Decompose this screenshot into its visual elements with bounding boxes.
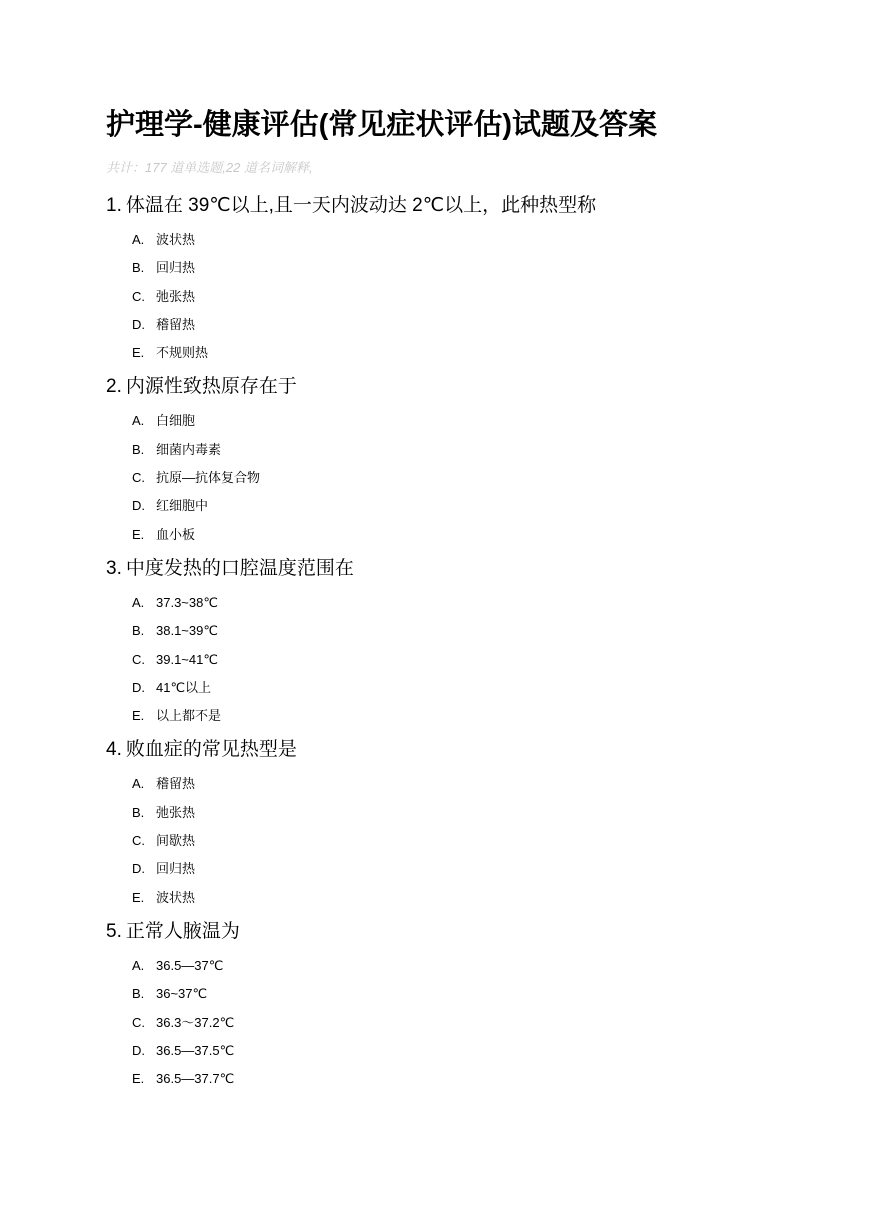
question-number: 5. — [106, 920, 122, 942]
option-c — [132, 283, 806, 311]
question-2 — [106, 373, 806, 548]
question-list — [106, 192, 806, 1093]
question-1 — [106, 192, 806, 367]
option-a — [132, 589, 806, 617]
option-text: 血小板 — [156, 526, 196, 542]
question-text: 内源性致热原存在于 — [125, 376, 297, 398]
question-4 — [106, 736, 806, 911]
option-letter: D. — [132, 861, 145, 877]
document-subtitle: 共计：177 道单选题,22 道名词解释, — [106, 160, 313, 175]
option-b — [132, 799, 806, 827]
option-letter: E. — [132, 1071, 145, 1087]
option-a — [132, 952, 806, 980]
option-text: 回归热 — [156, 861, 196, 877]
option-letter: A. — [132, 413, 145, 429]
question-5 — [106, 918, 806, 1093]
option-b — [132, 436, 806, 464]
option-letter: E. — [132, 889, 145, 905]
option-list — [106, 226, 806, 367]
option-a — [132, 226, 806, 254]
option-text: 抗原—抗体复合物 — [156, 470, 261, 486]
option-a — [132, 407, 806, 435]
option-letter: C. — [132, 833, 145, 849]
option-d — [132, 311, 806, 339]
option-a — [132, 770, 806, 798]
question-number: 2. — [106, 376, 122, 398]
option-text: 以上都不是 — [156, 708, 222, 724]
option-letter: B. — [132, 441, 145, 457]
question-stem — [106, 918, 806, 946]
option-letter: B. — [132, 804, 145, 820]
option-text: 36.5—37.5℃ — [156, 1042, 235, 1058]
option-list — [106, 407, 806, 548]
option-letter: C. — [132, 651, 145, 667]
option-b — [132, 254, 806, 282]
option-text: 回归热 — [156, 260, 196, 276]
option-c — [132, 1009, 806, 1037]
option-list — [106, 770, 806, 911]
option-text: 白细胞 — [156, 413, 196, 429]
question-number: 1. — [106, 195, 122, 216]
option-c — [132, 827, 806, 855]
option-text: 41℃以上 — [156, 679, 212, 695]
question-text: 体温在 39℃以上,且一天内波动达 2℃以上，此种热型称 — [125, 195, 597, 216]
option-letter: D. — [132, 316, 145, 332]
option-letter: B. — [132, 986, 145, 1002]
option-text: 稽留热 — [156, 776, 196, 792]
question-stem — [106, 555, 806, 583]
option-d — [132, 1037, 806, 1065]
option-d — [132, 855, 806, 883]
option-e — [132, 339, 806, 367]
question-stem — [106, 373, 806, 401]
option-e — [132, 521, 806, 549]
option-e — [132, 702, 806, 730]
option-letter: D. — [132, 1042, 145, 1058]
option-letter: C. — [132, 1014, 145, 1030]
question-text: 正常人腋温为 — [125, 920, 240, 942]
option-letter: B. — [132, 623, 145, 639]
option-d — [132, 492, 806, 520]
option-text: 不规则热 — [156, 345, 209, 361]
document-title: 护理学-健康评估(常见症状评估)试题及答案 — [106, 109, 657, 141]
question-text: 中度发热的口腔温度范围在 — [125, 557, 354, 579]
option-text: 36.5—37℃ — [156, 957, 224, 973]
option-text: 间歇热 — [156, 833, 196, 849]
option-e — [132, 1065, 806, 1093]
option-letter: C. — [132, 288, 145, 304]
option-text: 红细胞中 — [156, 498, 209, 514]
option-text: 36.3～37.2℃ — [156, 1014, 235, 1030]
option-letter: A. — [132, 776, 145, 792]
option-text: 波状热 — [156, 232, 196, 247]
option-text: 36.5—37.7℃ — [156, 1071, 235, 1087]
option-c — [132, 646, 806, 674]
option-text: 39.1~41℃ — [156, 651, 218, 667]
question-number: 3. — [106, 557, 122, 579]
option-d — [132, 674, 806, 702]
option-text: 稽留热 — [156, 316, 196, 332]
document-page — [106, 104, 806, 1099]
option-text: 38.1~39℃ — [156, 623, 218, 639]
option-text: 弛张热 — [156, 804, 196, 820]
option-b — [132, 980, 806, 1008]
option-letter: C. — [132, 470, 145, 486]
option-text: 37.3~38℃ — [156, 594, 218, 610]
option-letter: A. — [132, 594, 145, 610]
option-list — [106, 952, 806, 1093]
option-list — [106, 589, 806, 730]
question-stem — [106, 736, 806, 764]
option-text: 36~37℃ — [156, 986, 208, 1002]
option-letter: A. — [132, 957, 145, 973]
option-text: 弛张热 — [156, 288, 196, 304]
option-text: 细菌内毒素 — [156, 441, 222, 457]
option-letter: E. — [132, 345, 145, 361]
option-letter: E. — [132, 526, 145, 542]
question-3 — [106, 555, 806, 730]
option-letter: D. — [132, 679, 145, 695]
option-letter: A. — [132, 232, 145, 247]
option-e — [132, 884, 806, 912]
option-letter: D. — [132, 498, 145, 514]
question-text: 败血症的常见热型是 — [125, 739, 297, 761]
option-c — [132, 464, 806, 492]
question-stem — [106, 192, 806, 220]
option-letter: E. — [132, 708, 145, 724]
question-number: 4. — [106, 739, 122, 761]
option-b — [132, 617, 806, 645]
option-text: 波状热 — [156, 889, 196, 905]
option-letter: B. — [132, 260, 145, 276]
